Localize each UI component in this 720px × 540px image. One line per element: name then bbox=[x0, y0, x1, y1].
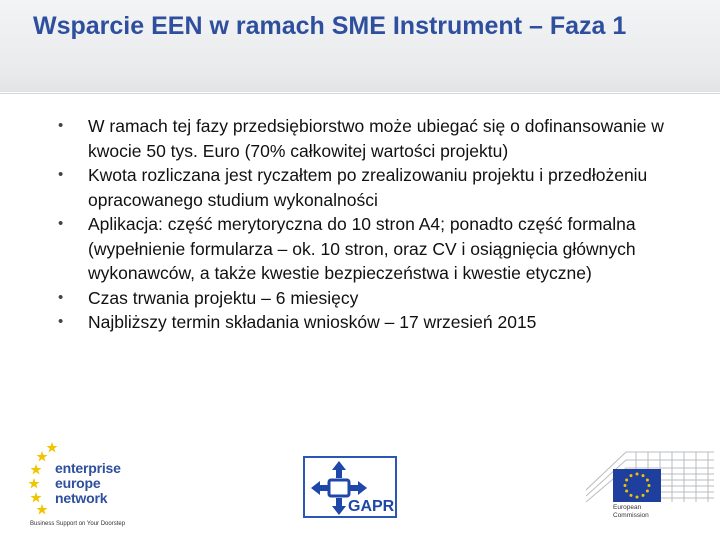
ec-label-line-2: Commission bbox=[613, 512, 649, 519]
bullet-item bbox=[57, 163, 677, 212]
ec-logo bbox=[586, 446, 714, 526]
title-divider bbox=[0, 93, 720, 94]
bullet-item bbox=[57, 212, 677, 286]
een-line-3: network bbox=[55, 490, 108, 506]
bullet-text: Najbliższy termin składania wniosków – 17 wrzesień 2015 bbox=[88, 312, 537, 332]
slide-title: Wsparcie EEN w ramach SME Instrument – Faza 1 bbox=[33, 12, 627, 40]
bullet-icon: • bbox=[58, 313, 64, 330]
bullet-item bbox=[57, 310, 677, 335]
bullet-text: Czas trwania projektu – 6 miesięcy bbox=[88, 287, 359, 308]
bullet-item bbox=[57, 286, 677, 311]
bullet-text: Kwota rozliczana jest ryczałtem po zrealizowaniu projektu i przedłożeniu opracowanego studium wykonalności bbox=[88, 165, 648, 210]
bullet-icon: • bbox=[58, 288, 64, 306]
bullet-text: W ramach tej fazy przedsiębiorstwo może ubiegać się o dofinansowanie w kwocie 50 tys. Euro (70% całkowitej wartości projektu) bbox=[88, 116, 664, 161]
ec-label bbox=[613, 504, 649, 520]
bullet-icon: • bbox=[58, 215, 64, 232]
bullet-icon: • bbox=[58, 117, 64, 134]
bullet-list bbox=[57, 114, 677, 335]
ec-label-line-1: European bbox=[613, 504, 642, 511]
een-line-2: europe bbox=[55, 475, 101, 491]
star-arc-icon bbox=[28, 440, 58, 522]
gapr-logo bbox=[303, 456, 397, 518]
gapr-text: GAPR bbox=[348, 498, 395, 515]
bullet-item bbox=[57, 114, 677, 163]
bullet-text: Aplikacja: część merytoryczna do 10 stron A4; ponadto część formalna (wypełnienie formularza – ok. 10 stron, oraz CV i osiągnięcia głównych wykonawców, a także kwestie bezpieczeństwa i kwestie etyczne) bbox=[88, 214, 636, 283]
een-line-1: enterprise bbox=[55, 460, 121, 476]
een-tagline: Business Support on Your Doorstep bbox=[30, 521, 126, 527]
bullet-icon: • bbox=[58, 166, 64, 183]
berlaymont-building-icon bbox=[586, 446, 714, 504]
een-logo bbox=[28, 440, 138, 530]
